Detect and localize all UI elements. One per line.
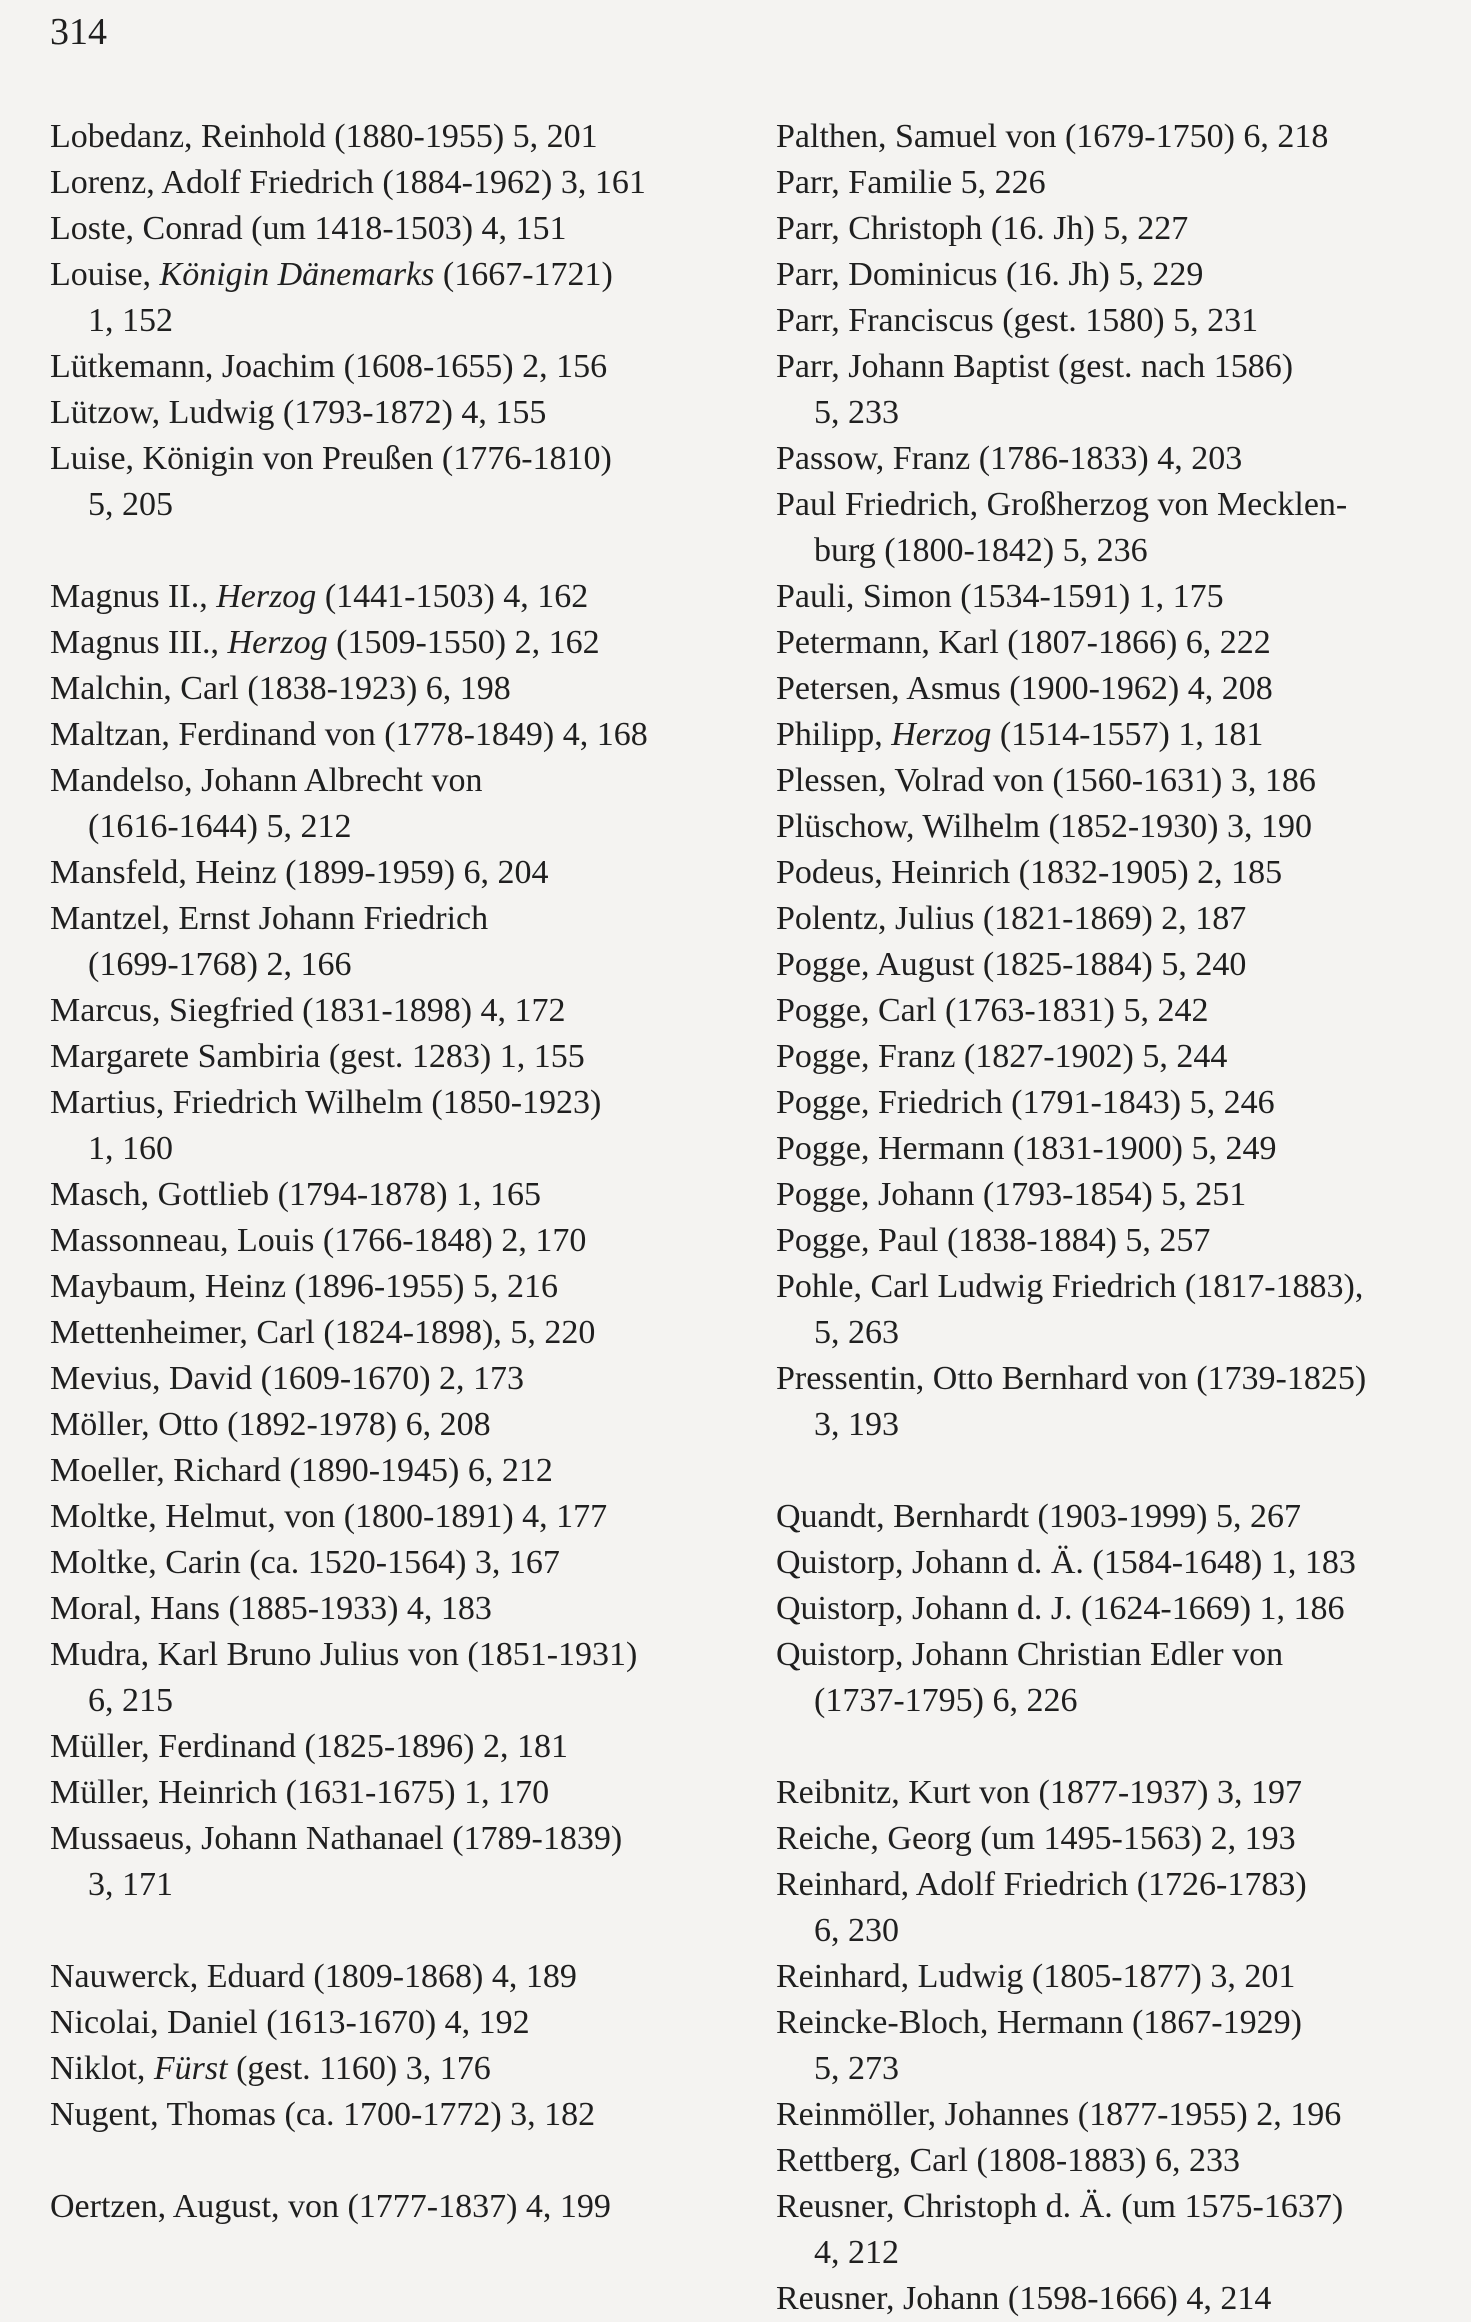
section-gap [50, 2138, 730, 2184]
entry-text: Parr, Johann Baptist (gest. nach 1586) [776, 348, 1294, 385]
entry-text: Moral, Hans (1885-1933) 4, 183 [50, 1590, 492, 1627]
index-entry [776, 1494, 1436, 1540]
index-entry [50, 436, 730, 482]
index-entry [776, 252, 1436, 298]
index-entry-continuation [776, 1310, 1436, 1356]
entry-text-tail: (1514-1557) 1, 181 [991, 716, 1264, 753]
entry-text: Parr, Christoph (16. Jh) 5, 227 [776, 210, 1189, 247]
index-entry [776, 2092, 1436, 2138]
entry-text: Niklot, [50, 2050, 154, 2087]
index-column-left [50, 114, 730, 2230]
entry-text: 5, 273 [814, 2050, 899, 2087]
index-entry [50, 1632, 730, 1678]
entry-text: Magnus II., [50, 578, 217, 615]
entry-text: Moeller, Richard (1890-1945) 6, 212 [50, 1452, 553, 1489]
entry-text: 1, 160 [88, 1130, 173, 1167]
index-entry [50, 1218, 730, 1264]
entry-text: 5, 205 [88, 486, 173, 523]
index-entry-continuation [50, 482, 730, 528]
entry-text: Reiche, Georg (um 1495-1563) 2, 193 [776, 1820, 1296, 1857]
index-entry [776, 988, 1436, 1034]
entry-text: (1737-1795) 6, 226 [814, 1682, 1078, 1719]
index-entry [776, 2276, 1436, 2322]
section-gap [776, 1724, 1436, 1770]
index-entry [50, 1402, 730, 1448]
entry-text: Parr, Familie 5, 226 [776, 164, 1046, 201]
index-entry [776, 942, 1436, 988]
index-entry [50, 1172, 730, 1218]
index-entry [776, 1632, 1436, 1678]
index-entry [50, 896, 730, 942]
index-entry-continuation [50, 298, 730, 344]
entry-text: Quistorp, Johann d. Ä. (1584-1648) 1, 183 [776, 1544, 1356, 1581]
index-column-right [776, 114, 1436, 2322]
entry-text: Lütkemann, Joachim (1608-1655) 2, 156 [50, 348, 608, 385]
entry-text: Pogge, Hermann (1831-1900) 5, 249 [776, 1130, 1277, 1167]
index-entry [50, 1034, 730, 1080]
index-entry [50, 620, 730, 666]
entry-text: Mudra, Karl Bruno Julius von (1851-1931) [50, 1636, 638, 1673]
index-entry [776, 1770, 1436, 1816]
index-entry [50, 1724, 730, 1770]
section-gap [50, 528, 730, 574]
entry-text: Mevius, David (1609-1670) 2, 173 [50, 1360, 525, 1397]
index-entry [776, 1954, 1436, 2000]
entry-text: Mettenheimer, Carl (1824-1898), 5, 220 [50, 1314, 596, 1351]
entry-title-italic: Herzog [227, 624, 328, 661]
index-entry [50, 988, 730, 1034]
entry-text: Reinhard, Adolf Friedrich (1726-1783) [776, 1866, 1307, 1903]
entry-text: Mantzel, Ernst Johann Friedrich [50, 900, 489, 937]
index-entry [50, 2046, 730, 2092]
entry-text: 6, 230 [814, 1912, 899, 1949]
entry-text: Reusner, Christoph d. Ä. (um 1575-1637) [776, 2188, 1344, 2225]
entry-text: Maltzan, Ferdinand von (1778-1849) 4, 168 [50, 716, 648, 753]
index-entry [50, 758, 730, 804]
entry-text-tail: (gest. 1160) 3, 176 [227, 2050, 491, 2087]
entry-text-tail: (1667-1721) [434, 256, 613, 293]
index-entry [776, 804, 1436, 850]
entry-text: Malchin, Carl (1838-1923) 6, 198 [50, 670, 511, 707]
entry-text: Rettberg, Carl (1808-1883) 6, 233 [776, 2142, 1240, 2179]
index-entry-continuation [50, 804, 730, 850]
entry-text: Nugent, Thomas (ca. 1700-1772) 3, 182 [50, 2096, 596, 2133]
index-entry [776, 1264, 1436, 1310]
index-entry-continuation [776, 1402, 1436, 1448]
index-entry [776, 160, 1436, 206]
entry-text: Reinmöller, Johannes (1877-1955) 2, 196 [776, 2096, 1342, 2133]
index-entry [776, 1356, 1436, 1402]
index-entry-continuation [776, 390, 1436, 436]
index-entry [50, 206, 730, 252]
index-entry [50, 114, 730, 160]
entry-title-italic: Königin Dänemarks [159, 256, 435, 293]
entry-text: Müller, Ferdinand (1825-1896) 2, 181 [50, 1728, 569, 1765]
entry-text: Pogge, Carl (1763-1831) 5, 242 [776, 992, 1209, 1029]
index-entry [50, 390, 730, 436]
entry-text: Palthen, Samuel von (1679-1750) 6, 218 [776, 118, 1329, 155]
entry-title-italic: Herzog [216, 578, 317, 615]
index-entry [50, 160, 730, 206]
entry-text: Marcus, Siegfried (1831-1898) 4, 172 [50, 992, 566, 1029]
index-entry [50, 1080, 730, 1126]
entry-text: Lorenz, Adolf Friedrich (1884-1962) 3, 161 [50, 164, 646, 201]
entry-text: Pogge, Johann (1793-1854) 5, 251 [776, 1176, 1247, 1213]
index-entry [50, 1540, 730, 1586]
entry-text: Magnus III., [50, 624, 228, 661]
entry-text: 3, 193 [814, 1406, 899, 1443]
index-entry-continuation [50, 1126, 730, 1172]
index-entry [50, 1770, 730, 1816]
index-entry [50, 850, 730, 896]
index-entry [50, 1954, 730, 2000]
entry-text: Moltke, Helmut, von (1800-1891) 4, 177 [50, 1498, 608, 1535]
entry-text: Pogge, August (1825-1884) 5, 240 [776, 946, 1247, 983]
entry-text: Moltke, Carin (ca. 1520-1564) 3, 167 [50, 1544, 560, 1581]
entry-text: 5, 263 [814, 1314, 899, 1351]
entry-text: 6, 215 [88, 1682, 173, 1719]
entry-text: Reibnitz, Kurt von (1877-1937) 3, 197 [776, 1774, 1302, 1811]
entry-text: (1699-1768) 2, 166 [88, 946, 352, 983]
index-entry [776, 2138, 1436, 2184]
entry-text: Passow, Franz (1786-1833) 4, 203 [776, 440, 1243, 477]
entry-text: Mandelso, Johann Albrecht von [50, 762, 483, 799]
index-entry-continuation [776, 2046, 1436, 2092]
index-entry [50, 1310, 730, 1356]
entry-text: Reincke-Bloch, Hermann (1867-1929) [776, 2004, 1302, 2041]
index-entry [776, 206, 1436, 252]
index-entry [776, 436, 1436, 482]
index-entry [50, 1448, 730, 1494]
index-entry [776, 574, 1436, 620]
entry-text: Paul Friedrich, Großherzog von Mecklen- [776, 486, 1348, 523]
index-entry [50, 252, 730, 298]
index-entry [776, 666, 1436, 712]
section-gap [50, 1908, 730, 1954]
entry-text: Quandt, Bernhardt (1903-1999) 5, 267 [776, 1498, 1302, 1535]
entry-text: burg (1800-1842) 5, 236 [814, 532, 1148, 569]
entry-text: Oertzen, August, von (1777-1837) 4, 199 [50, 2188, 611, 2225]
entry-text: Martius, Friedrich Wilhelm (1850-1923) [50, 1084, 602, 1121]
entry-text: 3, 171 [88, 1866, 173, 1903]
entry-text: Plüschow, Wilhelm (1852-1930) 3, 190 [776, 808, 1312, 845]
entry-text: Reusner, Johann (1598-1666) 4, 214 [776, 2280, 1272, 2317]
entry-text: 4, 212 [814, 2234, 899, 2271]
entry-text: Polentz, Julius (1821-1869) 2, 187 [776, 900, 1247, 937]
entry-text: Petersen, Asmus (1900-1962) 4, 208 [776, 670, 1273, 707]
index-entry [776, 620, 1436, 666]
index-entry [50, 1494, 730, 1540]
entry-text: Margarete Sambiria (gest. 1283) 1, 155 [50, 1038, 585, 1075]
entry-text: Pressentin, Otto Bernhard von (1739-1825) [776, 1360, 1367, 1397]
entry-text: Quistorp, Johann d. J. (1624-1669) 1, 186 [776, 1590, 1345, 1627]
entry-text: 5, 233 [814, 394, 899, 431]
entry-text: 1, 152 [88, 302, 173, 339]
entry-text: Mussaeus, Johann Nathanael (1789-1839) [50, 1820, 623, 1857]
index-entry [50, 2000, 730, 2046]
index-entry [776, 896, 1436, 942]
index-entry [776, 712, 1436, 758]
entry-text: Pohle, Carl Ludwig Friedrich (1817-1883), [776, 1268, 1364, 1305]
entry-text-tail: (1441-1503) 4, 162 [316, 578, 589, 615]
index-entry [50, 2184, 730, 2230]
entry-text: Reinhard, Ludwig (1805-1877) 3, 201 [776, 1958, 1296, 1995]
index-entry [776, 1540, 1436, 1586]
entry-text: Lobedanz, Reinhold (1880-1955) 5, 201 [50, 118, 598, 155]
index-entry [50, 712, 730, 758]
index-entry [776, 2000, 1436, 2046]
entry-text: Louise, [50, 256, 160, 293]
entry-text: Petermann, Karl (1807-1866) 6, 222 [776, 624, 1271, 661]
entry-text: Massonneau, Louis (1766-1848) 2, 170 [50, 1222, 587, 1259]
page-number: 314 [50, 11, 107, 53]
entry-text: Maybaum, Heinz (1896-1955) 5, 216 [50, 1268, 559, 1305]
entry-text: Plessen, Volrad von (1560-1631) 3, 186 [776, 762, 1316, 799]
index-entry [50, 1816, 730, 1862]
index-entry-continuation [776, 1678, 1436, 1724]
index-entry [776, 482, 1436, 528]
index-entry-continuation [50, 942, 730, 988]
entry-text: Pauli, Simon (1534-1591) 1, 175 [776, 578, 1224, 615]
index-entry [776, 758, 1436, 804]
index-entry [50, 2092, 730, 2138]
entry-text: Loste, Conrad (um 1418-1503) 4, 151 [50, 210, 567, 247]
index-entry [776, 850, 1436, 896]
entry-text: (1616-1644) 5, 212 [88, 808, 352, 845]
entry-title-italic: Fürst [153, 2050, 228, 2087]
entry-text: Pogge, Franz (1827-1902) 5, 244 [776, 1038, 1228, 1075]
entry-text: Müller, Heinrich (1631-1675) 1, 170 [50, 1774, 550, 1811]
entry-text: Lützow, Ludwig (1793-1872) 4, 155 [50, 394, 547, 431]
entry-text: Pogge, Paul (1838-1884) 5, 257 [776, 1222, 1211, 1259]
section-gap [776, 1448, 1436, 1494]
index-entry-continuation [50, 1678, 730, 1724]
index-entry [776, 1034, 1436, 1080]
entry-text: Podeus, Heinrich (1832-1905) 2, 185 [776, 854, 1283, 891]
entry-text: Quistorp, Johann Christian Edler von [776, 1636, 1284, 1673]
index-entry-continuation [776, 2230, 1436, 2276]
entry-text: Pogge, Friedrich (1791-1843) 5, 246 [776, 1084, 1275, 1121]
index-entry [776, 114, 1436, 160]
index-entry [776, 1080, 1436, 1126]
entry-text: Philipp, [776, 716, 892, 753]
index-entry [776, 298, 1436, 344]
entry-text: Nauwerck, Eduard (1809-1868) 4, 189 [50, 1958, 577, 1995]
entry-text-tail: (1509-1550) 2, 162 [327, 624, 600, 661]
entry-text: Mansfeld, Heinz (1899-1959) 6, 204 [50, 854, 549, 891]
index-entry [776, 1218, 1436, 1264]
entry-text: Parr, Franciscus (gest. 1580) 5, 231 [776, 302, 1259, 339]
entry-text: Parr, Dominicus (16. Jh) 5, 229 [776, 256, 1204, 293]
entry-text: Masch, Gottlieb (1794-1878) 1, 165 [50, 1176, 542, 1213]
index-entry [50, 1264, 730, 1310]
index-entry [776, 1816, 1436, 1862]
entry-text: Nicolai, Daniel (1613-1670) 4, 192 [50, 2004, 530, 2041]
index-entry [776, 1862, 1436, 1908]
entry-text: Möller, Otto (1892-1978) 6, 208 [50, 1406, 491, 1443]
index-entry [50, 1586, 730, 1632]
index-entry-continuation [50, 1862, 730, 1908]
index-entry [776, 1586, 1436, 1632]
index-entry [50, 666, 730, 712]
entry-text: Luise, Königin von Preußen (1776-1810) [50, 440, 612, 477]
index-entry-continuation [776, 1908, 1436, 1954]
entry-title-italic: Herzog [891, 716, 992, 753]
index-entry [776, 2184, 1436, 2230]
index-entry [50, 574, 730, 620]
index-entry [50, 1356, 730, 1402]
index-entry [776, 1172, 1436, 1218]
index-entry [50, 344, 730, 390]
index-entry [776, 1126, 1436, 1172]
index-entry-continuation [776, 528, 1436, 574]
index-entry [776, 344, 1436, 390]
